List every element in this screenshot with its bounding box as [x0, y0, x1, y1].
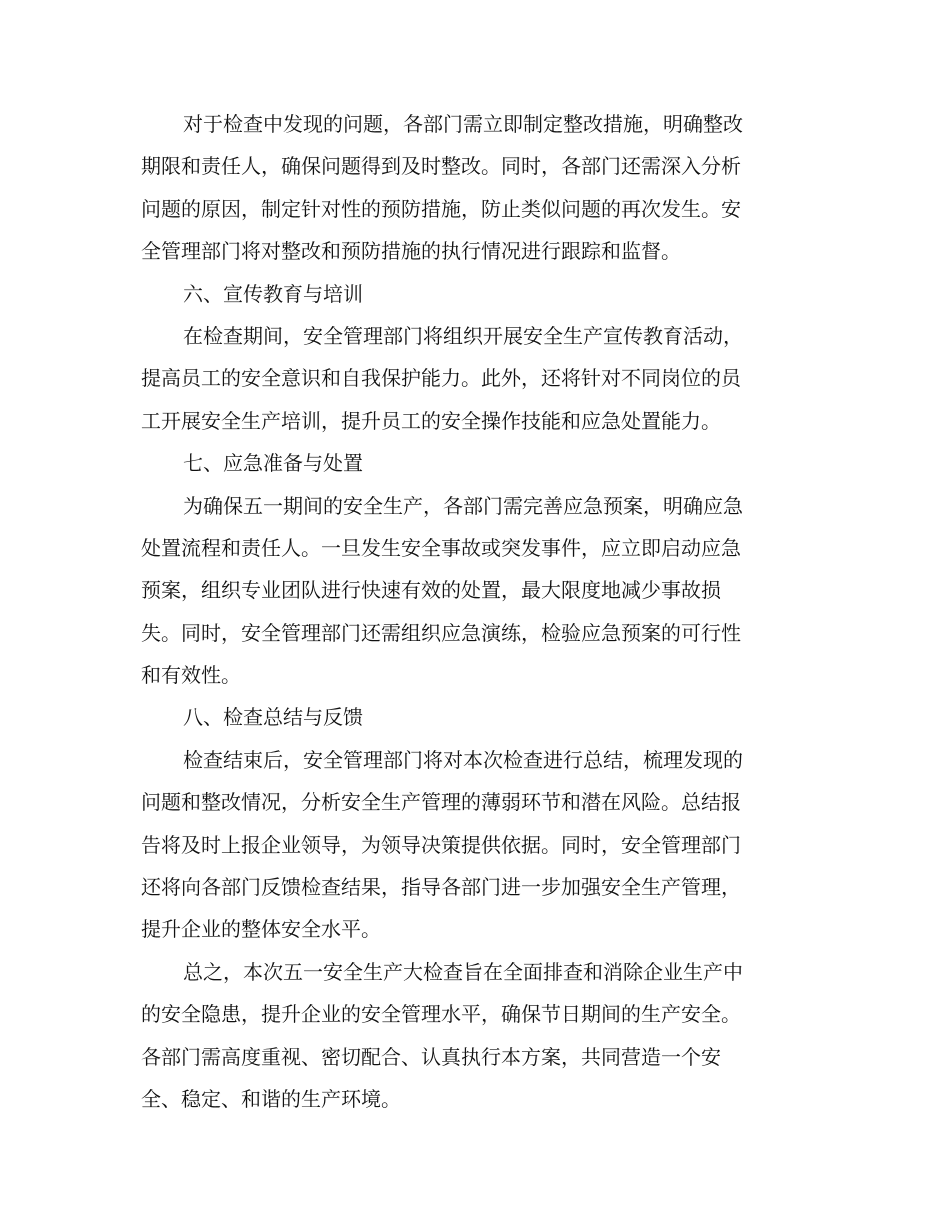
- paragraph-line: 各部门需高度重视、密切配合、认真执行本方案，共同营造一个安: [141, 1044, 721, 1069]
- paragraph-line: 失。同时，安全管理部门还需组织应急演练，检验应急预案的可行性: [141, 620, 741, 645]
- section-heading: 七、应急准备与处置: [183, 451, 363, 476]
- paragraph-line: 和有效性。: [141, 663, 241, 688]
- section-heading: 八、检查总结与反馈: [183, 705, 363, 730]
- paragraph-line: 对于检查中发现的问题，各部门需立即制定整改措施，明确整改: [183, 112, 743, 136]
- paragraph-line: 的安全隐患，提升企业的安全管理水平，确保节日期间的生产安全。: [141, 1002, 741, 1027]
- paragraph-line: 还将向各部门反馈检查结果，指导各部门进一步加强安全生产管理，: [141, 875, 741, 900]
- paragraph-line: 告将及时上报企业领导，为领导决策提供依据。同时，安全管理部门: [141, 832, 741, 857]
- paragraph-line: 在检查期间，安全管理部门将组织开展安全生产宣传教育活动，: [183, 323, 743, 348]
- paragraph-line: 处置流程和责任人。一旦发生安全事故或突发事件，应立即启动应急: [141, 535, 741, 560]
- document-body: [141, 103, 806, 1120]
- paragraph-line: 工开展安全生产培训，提升员工的安全操作技能和应急处置能力。: [141, 408, 721, 433]
- paragraph-line: 问题的原因，制定针对性的预防措施，防止类似问题的再次发生。安: [141, 196, 741, 221]
- paragraph-line: 提高员工的安全意识和自我保护能力。此外，还将针对不同岗位的员: [141, 366, 741, 391]
- paragraph-line: 全管理部门将对整改和预防措施的执行情况进行跟踪和监督。: [141, 239, 681, 264]
- paragraph-line: 全、稳定、和谐的生产环境。: [141, 1086, 401, 1111]
- paragraph-line: 为确保五一期间的安全生产，各部门需完善应急预案，明确应急: [183, 493, 743, 518]
- paragraph-line: 总之，本次五一安全生产大检查旨在全面排查和消除企业生产中: [183, 959, 743, 984]
- paragraph-line: 问题和整改情况，分析安全生产管理的薄弱环节和潜在风险。总结报: [141, 790, 741, 815]
- section-heading: 六、宣传教育与培训: [183, 281, 363, 306]
- paragraph-line: 提升企业的整体安全水平。: [141, 917, 381, 942]
- paragraph-line: 预案，组织专业团队进行快速有效的处置，最大限度地减少事故损: [141, 578, 721, 603]
- paragraph-line: 检查结束后，安全管理部门将对本次检查进行总结，梳理发现的: [183, 747, 743, 772]
- paragraph-line: 期限和责任人，确保问题得到及时整改。同时，各部门还需深入分析: [141, 154, 741, 179]
